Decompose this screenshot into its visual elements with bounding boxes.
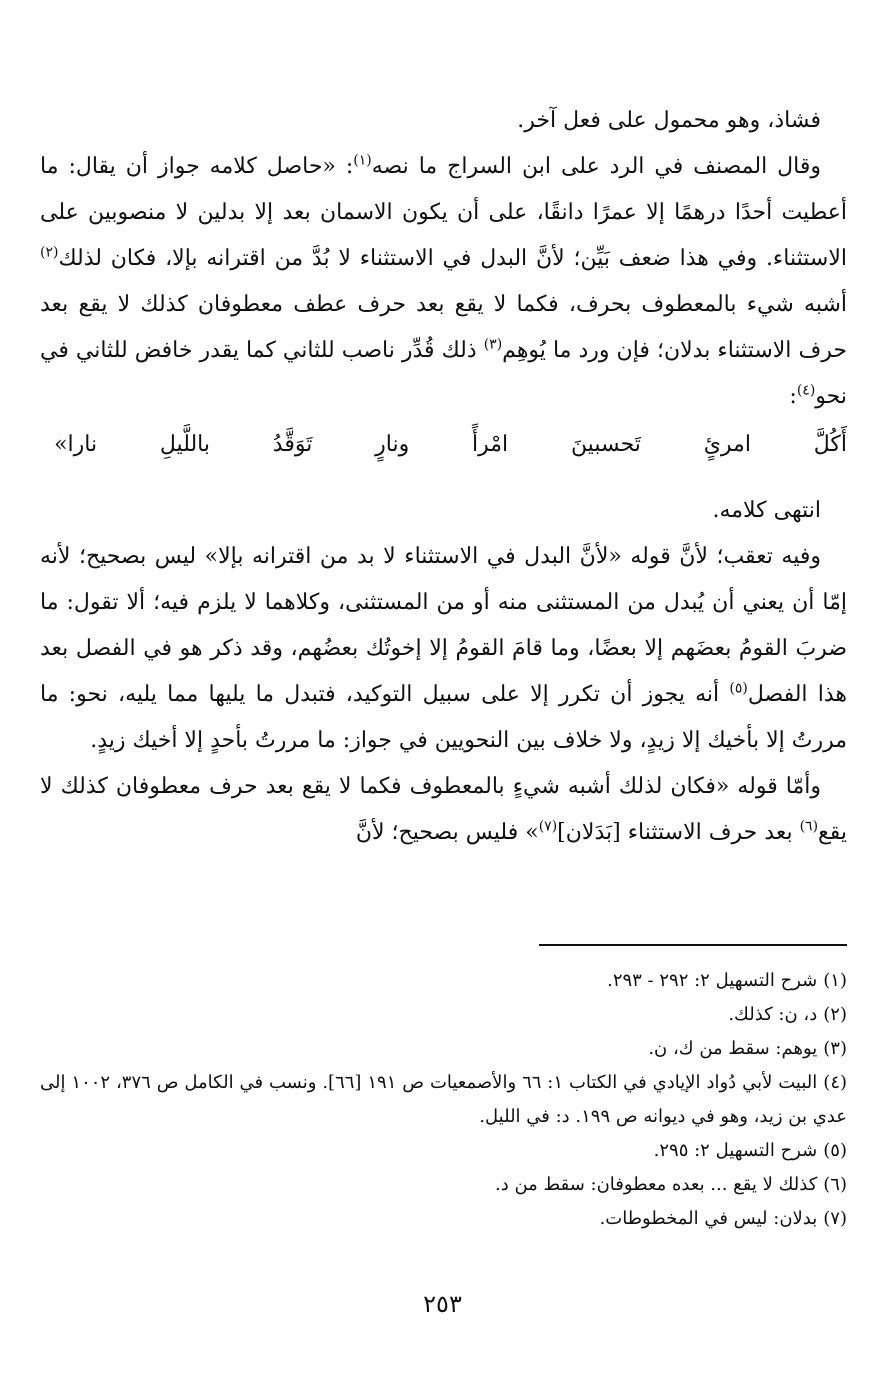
footnote-ref-3[interactable]: (٣) [483,336,503,353]
footnote-item: (٧)بدلان: ليس في المخطوطات. [599,1208,847,1229]
footnote-ref-7[interactable]: (٧) [538,818,558,835]
paragraph-3: انتهى كلامه. [712,498,821,523]
verse-word: تَحسبينَ [570,432,641,457]
poetry-verse [40,422,847,468]
footnote-item: (١)شرح التسهيل ٢: ٢٩٢ - ٢٩٣. [607,970,847,991]
paragraph-4: وفيه تعقب؛ لأنَّ قوله «لأنَّ البدل في الاستثناء لا بد من اقترانه بإلا» ليس بصحيح؛ لأنه إمّا أن يعني أن يُبدل من المستثنى منه أو من المستثنى، وكلاهما لا يلزم فيه؛ ألا تقول: ما ضربَ القومُ بعضَهم إلا بعضًا، وما قامَ القومُ إلا إخوتُك بعضُهم، وقد ذكر هو في الفصل بعد هذا الفصل$^{(٥)}$ أنه يجوز أن تكرر إلا على سبيل التوكيد، فتبدل ما يليها مما يليه، نحو: ما مررتُ إلا بأخيك إلا زيدٍ، ولا خلاف بين النحويين في جواز: ما مررتُ بأحدٍ إلا أخيك زيدٍ. [40,544,847,753]
footnote-item: (٥)شرح التسهيل ٢: ٢٩٥. [653,1140,847,1161]
footnote-item: (٣)يوهم: سقط من ك، ن. [648,1038,847,1059]
verse-word: امْرأً [472,432,509,457]
paragraph-1: فشاذ، وهو محمول على فعل آخر. [517,108,821,133]
footnote-ref-2[interactable]: (٢) [40,244,59,261]
verse-word: نارا» [54,432,98,457]
page-number: ٢٥٣ [423,1290,462,1318]
main-text [40,98,847,856]
footnote-divider [539,944,847,946]
footnote-ref-4[interactable]: (٤) [796,382,816,399]
footnote-ref-5[interactable]: (٥) [729,680,748,697]
verse-word: تَوَقَّدُ [272,432,313,457]
footnote-item: (٢)د، ن: كذلك. [728,1004,847,1025]
footnote-item: (٦)كذلك لا يقع ... بعده معطوفان: سقط من د. [495,1174,847,1195]
verse-word: باللَّيلِ [159,432,211,457]
verse-word: ونارٍ [375,432,410,457]
paragraph-5: وأمّا قوله «فكان لذلك أشبه شيءٍ بالمعطوف فكما لا يقع بعد حرف معطوفان كذلك لا يقع$^{(٦)}$ بعد حرف الاستثناء [بَدَلان]$^{(٧)}$» فليس بصحيح؛ لأنَّ [40,774,847,845]
paragraph-2: وقال المصنف في الرد على ابن السراج ما نصه$^{(١)}$: «حاصل كلامه جواز أن يقال: ما أعطيت أحدًا درهمًا إلا عمرًا دانقًا، على أن يكون الاسمان بعد إلا بدلين لا منصوبين على الاستثناء. وفي هذا ضعف بَيِّن؛ لأنَّ البدل في الاستثناء لا بُدَّ من اقترانه بإلا، فكان لذلك$^{(٢)}$ أشبه شيء بالمعطوف بحرف، فكما لا يقع بعد حرف عطف معطوفان كذلك لا يقع بعد حرف الاستثناء بدلان؛ فإن ورد ما يُوهِم$^{(٣)}$ ذلك قُدِّر ناصب للثاني كما يقدر خافض للثاني في نحو$^{(٤)}$: [40,152,847,409]
footnotes [40,964,847,1236]
footnote-item: (٤)البيت لأبي دُواد الإيادي في الكتاب ١: ٦٦ والأصمعيات ص ١٩١ [٦٦]. ونسب في الكامل ص ٣٧٦، ١٠٠٢ إلى عدي بن زيد، وهو في ديوانه ص ١٩٩. د: في الليل. [40,1072,848,1127]
footnote-ref-1[interactable]: (١) [353,152,372,169]
verse-word: امرئٍ [703,432,751,457]
footnote-ref-6[interactable]: (٦) [799,818,819,835]
verse-word: أَكُلَّ [813,432,847,457]
